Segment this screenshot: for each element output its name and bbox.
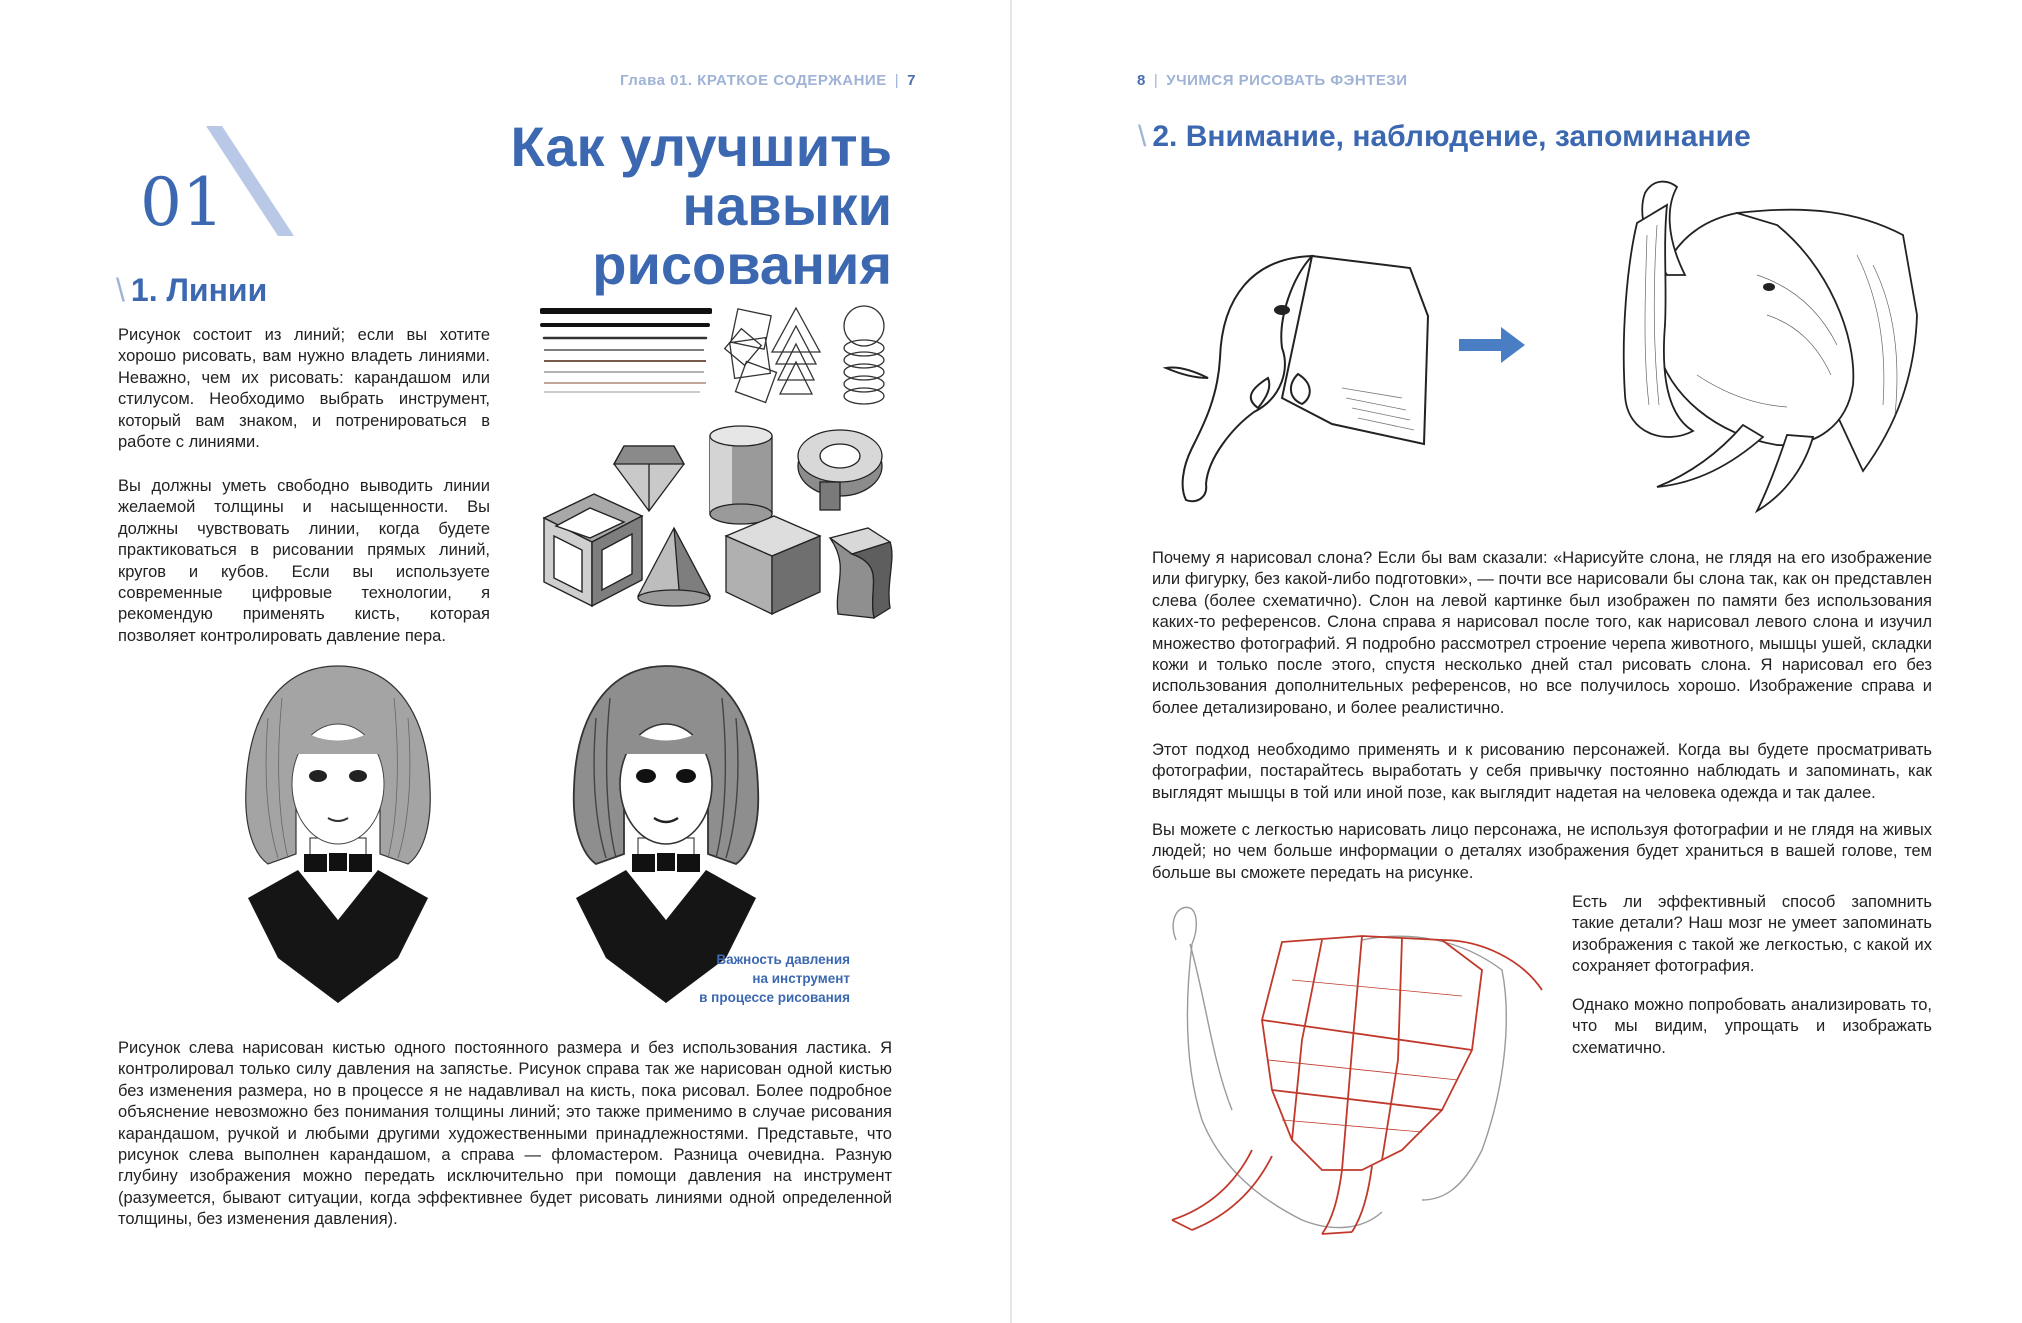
chapter-title [380,115,892,296]
running-head-book: УЧИМСЯ РИСОВАТЬ ФЭНТЕЗИ [1166,72,1408,89]
left-page [0,0,1010,1323]
pressure-caption-line-1: Важность давления [716,952,850,967]
elephant-detailed-illustration [1517,175,1937,515]
section-2-side-paragraph-2: Однако можно попробовать анализировать то, что мы видим, упрощать и изображать схематично. [1572,996,1932,1057]
section-2-paragraph-2: Этот подход необходимо применять и к рисованию персонажей. Когда вы будете просматривать фотографии, постарайтесь выработать у себя привычку постоянно наблюдать и запоминать, как выглядят мышцы в той или иной позе, как выглядит надетая на человека одежда и так далее. [1152,741,1932,802]
section-1-marker: \ [116,272,125,308]
section-2-heading [1138,120,1751,154]
girl-portrait-illustration-left [238,658,438,1003]
chapter-title-line-1: Как улучшить [510,115,892,178]
section-1-paragraph-1: Рисунок состоит из линий; если вы хотите хорошо рисовать, вам нужно владеть линиями. Неважно, чем их рисовать: карандашом или стилусом. Необходимо выбрать инструмент, который вам знаком, и потренироваться в работе с линиями. [118,326,490,452]
running-head-divider: | [894,72,900,89]
chapter-number: 01 [140,164,224,241]
section-2-title: 2. Внимание, наблюдение, запоминание [1152,120,1751,153]
pressure-caption-line-3: в процессе рисования [699,990,850,1005]
section-2-side-paragraph-1: Есть ли эффективный способ запомнить такие детали? Наш мозг не умеет запоминать изображения с такой же легкостью, с какой их сохраняет фотография. [1572,893,1932,976]
chapter-title-line-2: навыки рисования [592,173,892,296]
section-2-paragraph-3: Вы можете с легкостью нарисовать лицо персонажа, не используя фотографии и не глядя на живых людей; но чем больше информации о деталях изображения будет храниться в вашей голове, тем больше вы сможете передать на рисунке. [1152,821,1932,882]
pressure-caption [640,950,850,1007]
pressure-caption-line-2: на инструмент [752,971,850,986]
running-head-chapter: Глава 01. КРАТКОЕ СОДЕРЖАНИЕ [620,72,887,89]
section-2-marker: \ [1138,120,1147,153]
geometric-shapes-illustration [534,296,894,626]
elephant-schematic-illustration [1162,248,1442,508]
section-1-paragraph-2: Вы должны уметь свободно выводить линии желаемой толщины и насыщенности. Вы должны чувствовать линии, когда будете практиковаться в рисовании прямых линий, кругов и кубов. Если вы используете современные цифровые технологии, я рекомендую применять кисть, которая позволяет контролировать давление пера. [118,477,490,645]
section-1-bottom-paragraph: Рисунок слева нарисован кистью одного постоянного размера и без использования ластика. Я контролировал только силу давления на запястье. Рисунок справа так же нарисован одной кистью без изменения размера, но в процессе я не надавливал на кисть, пока рисовал. Более подробное объяснение невозможно без понимания толщины линий; это также применимо в случае рисования карандашом, ручкой и любыми другими художественными принадлежностями. Представьте, что рисунок слева выполнен карандашом, а справа — фломастером. Разница очевидна. Разную глубину изображения можно передать исключительно при помощи давления на инструмент (разумеется, бывают ситуации, когда эффективнее будет рисовать линиями одной определенной толщины, без изменения давления). [118,1039,892,1229]
section-1-heading [116,272,267,309]
right-page [1012,0,2022,1323]
section-1-title: 1. Линии [130,272,268,308]
section-2-paragraph-1: Почему я нарисовал слона? Если бы вам сказали: «Нарисуйте слона, не глядя на его изображение или фигурку, без какой-либо подготовки», — почти все нарисовали бы слона так, как он представлен слева (более схематично). Слон на левой картинке был изображен по памяти без использования каких-то референсов. Слона справа я нарисовал после того, как нарисовал левого слона и изучил множество фотографий. Я подробно рассмотрел строение черепа животного, мышцы ушей, складки кожи и только после этого, спустя несколько дней стал рисовать слона. Я нарисовал его без использования дополнительных референсов, но все получилось хорошо. Изображение справа и более детализировано, и более реалистично. [1152,549,1932,717]
page-number-left: 7 [907,72,916,89]
running-head-right [1137,72,1408,89]
elephant-construction-illustration [1142,900,1562,1240]
page-number-right: 8 [1137,72,1146,89]
running-head-divider-right: | [1153,72,1159,89]
running-head-left [620,72,916,89]
